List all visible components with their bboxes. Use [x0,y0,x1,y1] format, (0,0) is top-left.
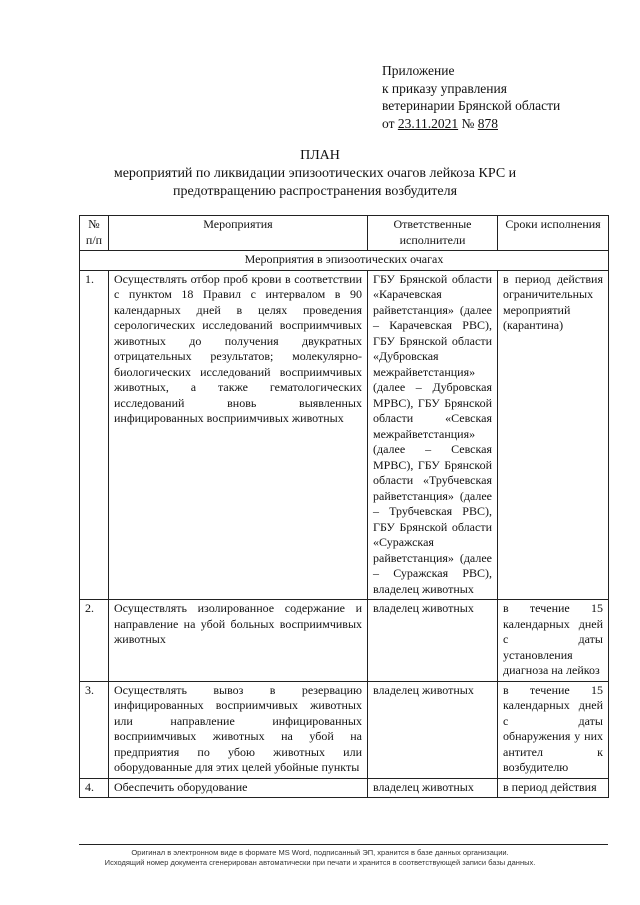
row-measure: Осуществлять изолированное содержание и направление на убой больных восприимчивых животных [109,600,368,682]
table-row [80,778,609,798]
footer-line2: Исходящий номер документа сгенерирован автоматически при печати и хранится в соответствующей записи базы данных. [104,858,536,867]
header-num: № п/п [80,216,109,251]
appendix-number-sign: № [458,115,478,131]
appendix-line2: к приказу управления [382,80,507,96]
row-responsible: владелец животных [368,778,498,798]
row-term: в период действия ограничительных мероприятий (карантина) [498,270,609,600]
footer-note [0,848,640,868]
section-title: Мероприятия в эпизоотических очагах [80,251,609,271]
appendix-block [382,62,560,132]
appendix-number: 878 [477,115,498,131]
table-header-row [80,216,609,251]
appendix-line1: Приложение [382,63,455,78]
row-term: в период действия [498,778,609,798]
header-responsible: Ответственные исполнители [368,216,498,251]
footer-divider [79,844,608,845]
header-measures: Мероприятия [109,216,368,251]
document-subtitle: мероприятий по ликвидации эпизоотических очагов лейкоза КРС и предотвращению распространения возбудителя [113,166,517,199]
table-row [80,270,609,600]
row-num: 4. [80,778,109,798]
row-responsible: ГБУ Брянской области «Карачевская райветстанция» (далее – Карачевская РВС), ГБУ Брянской области «Дубровская межрайветстанция» (далее – Дубровская МРВС), ГБУ Брянской области «Севская межрайветстанция» (далее – Севская МРВС), ГБУ Брянской области «Трубчевская райветстанция» (далее – Трубчевская РВС), ГБУ Брянской области «Суражская райветстанция» (далее – Суражская РВС), владелец животных [368,270,498,600]
row-measure: Осуществлять отбор проб крови в соответствии с пунктом 18 Правил с интервалом в 90 календарных дней в целях проведения серологических исследований восприимчивых животных до получения двукратных отрицательных результатов; молекулярно-биологических исследований восприимчивых животных, а также гематологических исследований вновь выявленных инфицированных восприимчивых животных [109,270,368,600]
row-responsible: владелец животных [368,681,498,778]
measures-table [79,215,609,798]
row-term: в течение 15 календарных дней с даты обнаружения у них антител к возбудителю [498,681,609,778]
table-row [80,600,609,682]
row-measure: Обеспечить оборудование [109,778,368,798]
section-row [80,251,609,271]
footer-line1: Оригинал в электронном виде в формате MS Word, подписанный ЭП, хранится в базе данных организации. [131,848,509,857]
appendix-order-ref [382,115,560,133]
row-num: 2. [80,600,109,682]
header-terms: Сроки исполнения [498,216,609,251]
appendix-date-prefix: от [382,115,398,131]
row-term: в течение 15 календарных дней с даты установления диагноза на лейкоз [498,600,609,682]
document-title: ПЛАН [300,148,340,163]
row-num: 1. [80,270,109,600]
row-num: 3. [80,681,109,778]
row-responsible: владелец животных [368,600,498,682]
table-row [80,681,609,778]
appendix-line3: ветеринарии Брянской области [382,98,561,113]
appendix-date: 23.11.2021 [397,115,459,131]
row-measure: Осуществлять вывоз в резервацию инфицированных восприимчивых животных или направление инфицированных восприимчивых животных на убой на предприятия по убою животных или оборудованные для этих целей убойные пункты [109,681,368,778]
